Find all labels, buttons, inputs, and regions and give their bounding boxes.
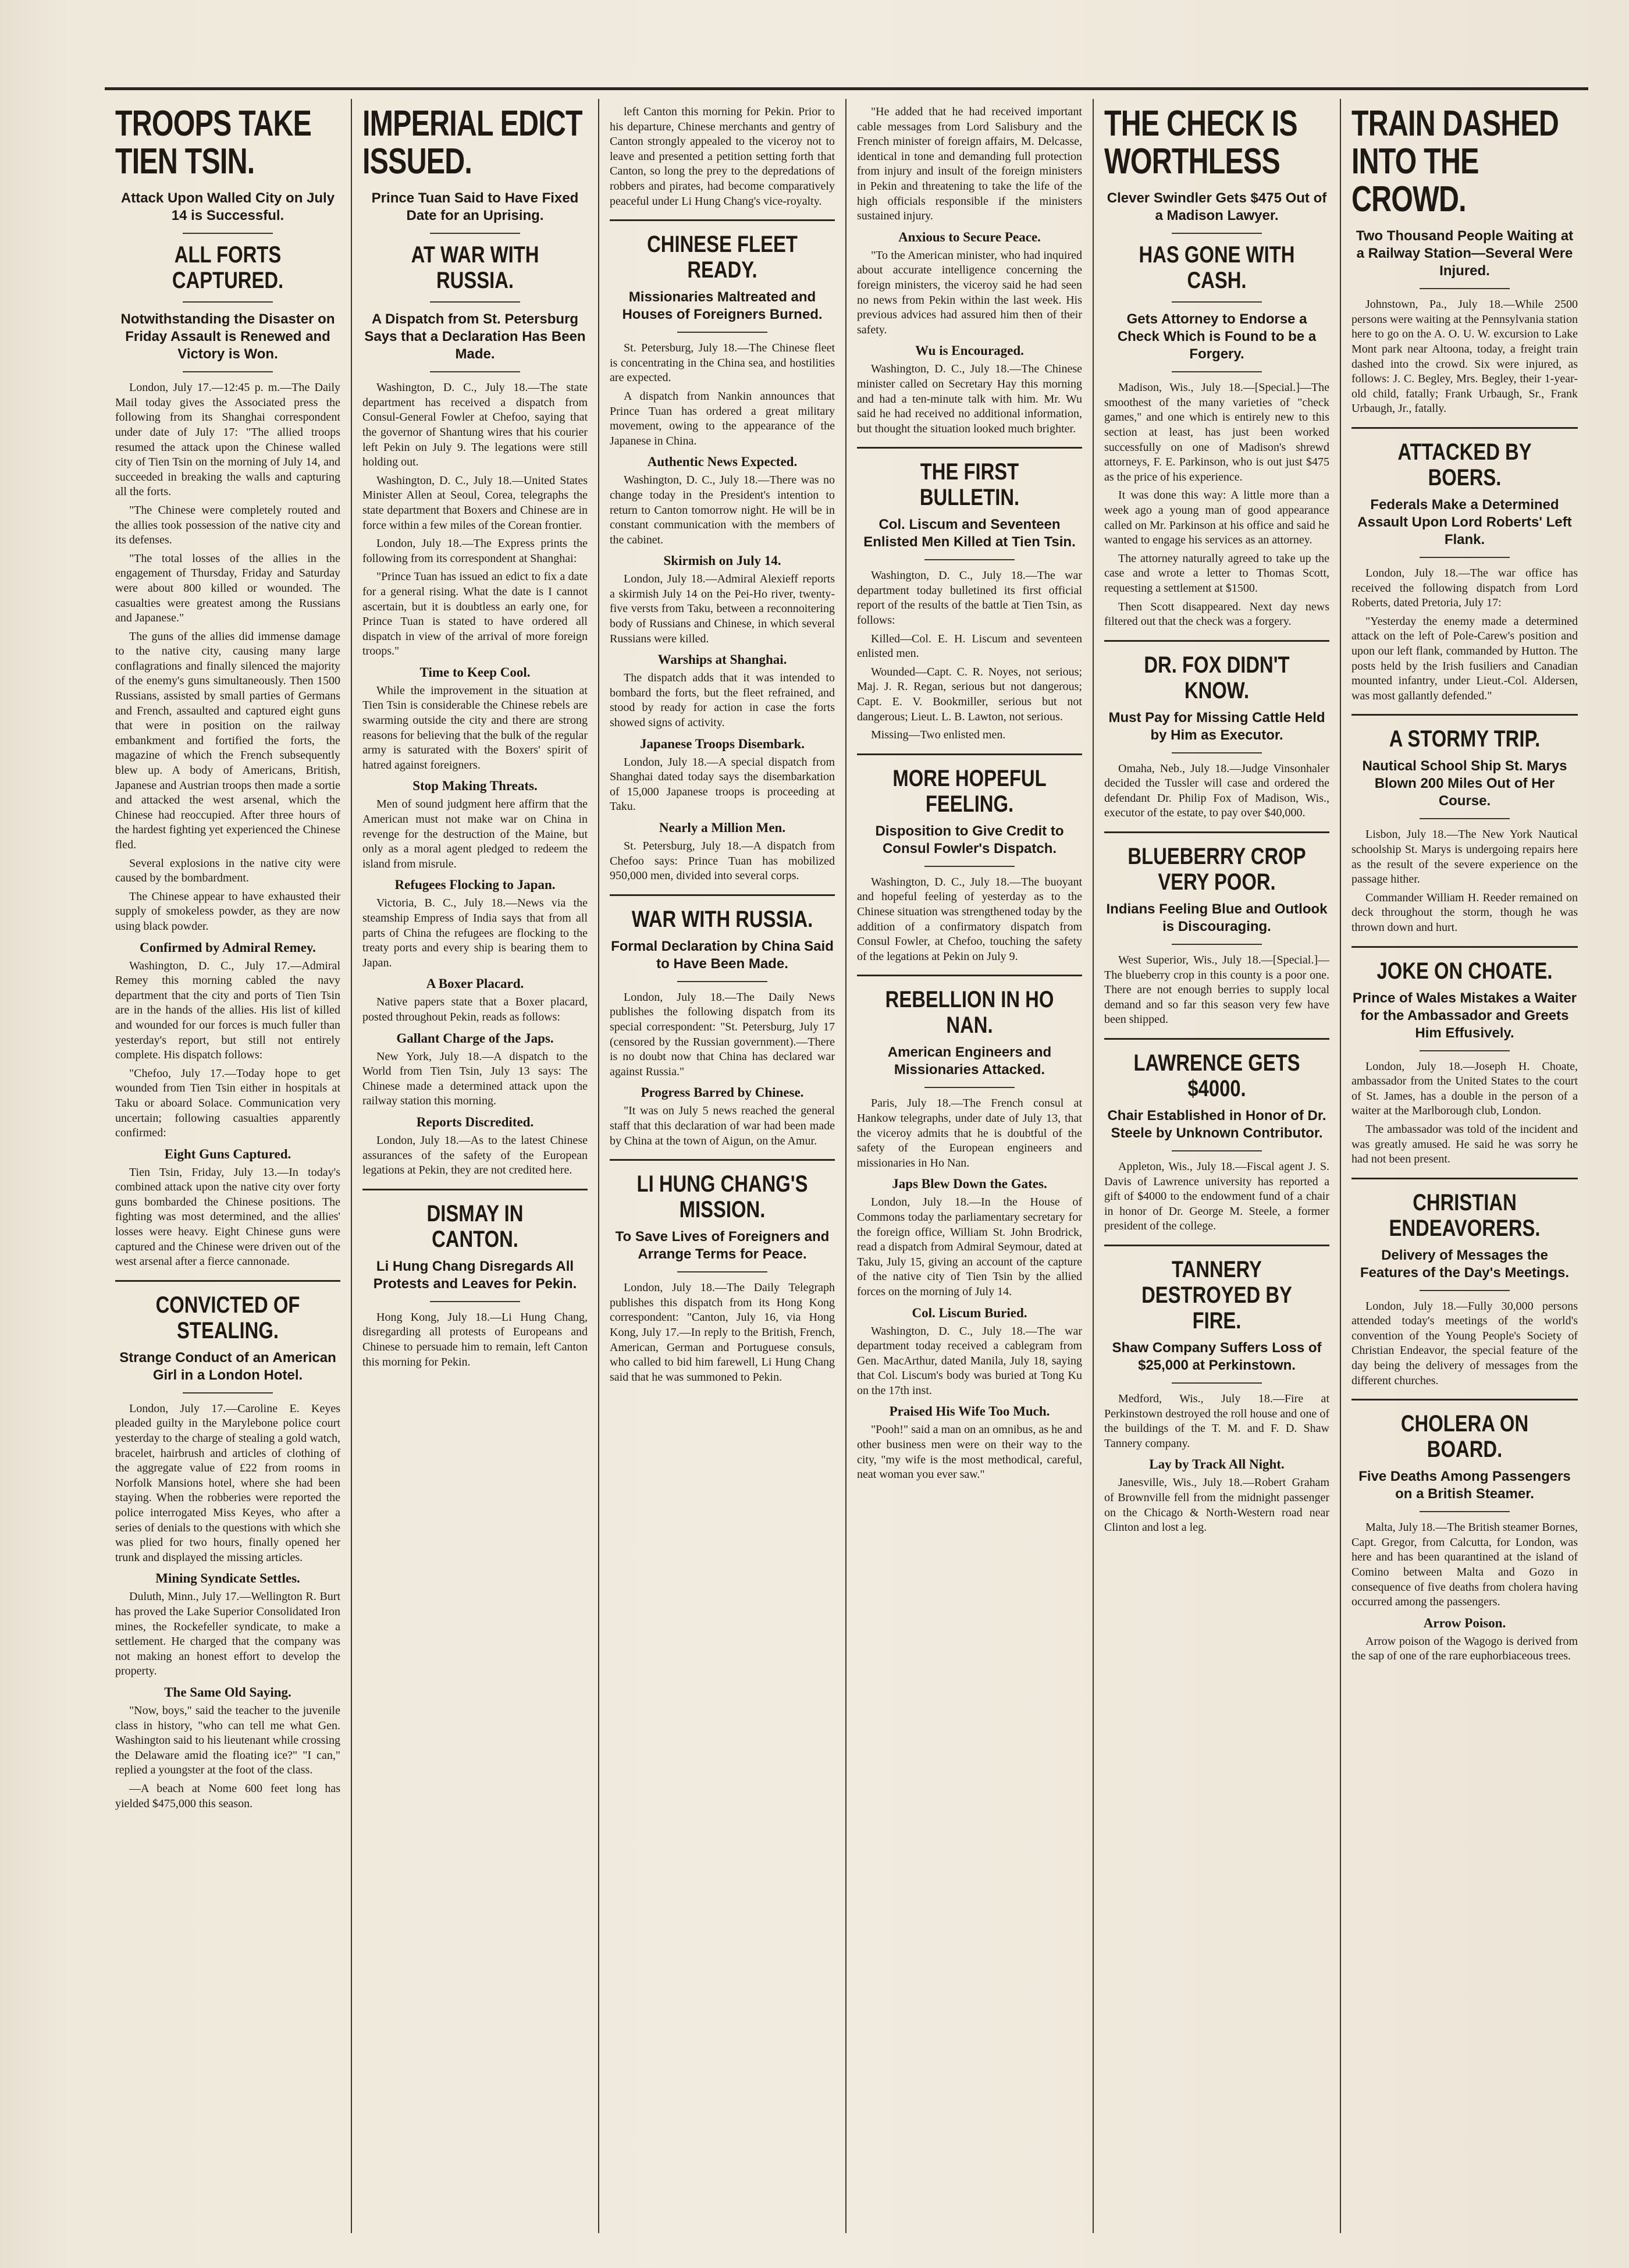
deck-separator [677,332,767,333]
article-deck: Delivery of Messages the Features of the Day's Meetings. [1360,1247,1570,1281]
article-deck: Federals Make a Determined Assault Upon Lord Roberts' Left Flank. [1357,497,1572,548]
article-paragraph: "Yesterday the enemy made a determined attack on the left of Pole-Carew's position and upon our left flank, commanded by Hutton. The posts held by the Irish fusiliers and Canadian mounted infantry, under Lieut.-Col. Aldersen, was most gallantly defended." [1351,614,1578,702]
section-subhead: A Boxer Placard. [426,976,524,991]
article-separator [1351,714,1578,716]
article-headline: TANNERY DESTROYED BY FIRE. [1141,1257,1292,1334]
article-headline: BLUEBERRY CROP VERY POOR. [1128,844,1306,895]
article-deck: Gets Attorney to Endorse a Check Which is Found to be a Forgery. [1117,311,1317,362]
article-paragraph: West Superior, Wis., July 18.—[Special.]—The blueberry crop in this county is a poor one. There are not enough berries to supply local demand and so far this season very few have been shipped. [1104,954,1329,1026]
article-paragraph: Malta, July 18.—The British steamer Bornes, Capt. Gregor, from Calcutta, for London, was here and has been quarantined at the island of Comino between Malta and Gozo in consequence of five deaths from cholera having occurred among the passengers. [1351,1521,1578,1609]
article-headline: MORE HOPEFUL FEELING. [892,765,1047,817]
article-subheadline: ALL FORTS CAPTURED. [172,242,284,294]
article-paragraph: "To the American minister, who had inquired about accurate intelligence concerning the foreign ministers, the viceroy said he had seen no news from Pekin within the last week. His previous advices had assured him then of their safety. [857,248,1082,336]
section-subhead: Japs Blew Down the Gates. [892,1176,1047,1192]
deck-separator [1172,371,1262,372]
article-headline: A STORMY TRIP. [1389,726,1541,752]
deck-separator [924,866,1015,867]
article-deck: Clever Swindler Gets $475 Out of a Madison Lawyer. [1107,190,1327,224]
article-headline: CHRISTIAN ENDEAVORERS. [1389,1189,1541,1241]
article-paragraph: Washington, D. C., July 17.—Admiral Remey this morning cabled the navy department that the city and ports of Tien Tsin are in the hands of the allies. His list of killed and wounded for our forces is much fuller than yesterday's report, but still not entirely complete. His dispatch follows: [115,959,340,1062]
article-deck: Two Thousand People Waiting at a Railway Station—Several Were Injured. [1356,228,1574,279]
deck-separator [183,1392,273,1393]
deck-separator [924,1087,1015,1088]
article-paragraph: The attorney naturally agreed to take up the case and wrote a letter to Thomas Scott, requesting a settlement at $1500. [1104,552,1329,595]
article-deck: Prince of Wales Mistakes a Waiter for the Ambassador and Greets Him Effusively. [1352,990,1577,1041]
deck-separator [1420,1290,1510,1291]
article-headline: IMPERIAL EDICT ISSUED. [362,104,582,182]
article-separator [610,219,835,221]
article-paragraph: London, July 18.—The Express prints the following from its correspondent at Shanghai: [362,537,588,565]
article-paragraph: "He added that he had received important cable messages from Lord Salisbury and the French minister of foreign affairs, M. Delcasse, identical in tone and demanding full protection from injury and insult of the foreign ministers in Pekin and threatening to take the life of the high officials responsible if the ministers sustained injury. [857,105,1082,223]
deck-separator [1172,1382,1262,1384]
section-subhead: Mining Syndicate Settles. [155,1571,300,1586]
article-separator [115,1280,340,1282]
article-deck: Attack Upon Walled City on July 14 is Successful. [120,190,335,224]
deck-separator [1420,288,1510,289]
deck-separator [1420,557,1510,558]
article-paragraph: London, July 18.—In the House of Commons today the parliamentary secretary for the foreign office, William St. John Brodrick, read a dispatch from Admiral Seymour, dated at Taku, July 15, giving an account of the capture of the native city of Tien Tsin by the allied forces on the morning of July 14. [857,1196,1082,1298]
article-paragraph: The dispatch adds that it was intended to bombard the forts, but the fleet refrained, and stood by ready for action in case the forts showed signs of activity. [610,671,835,730]
article-paragraph: Tien Tsin, Friday, July 13.—In today's combined attack upon the native city over forty guns bombarded the Chinese positions. The fighting was most determined, and the allies' losses were heavy. Eight Chinese guns were captured and the Chinese were driven out of the west arsenal after a fierce cannonade. [115,1165,340,1268]
article-paragraph: Victoria, B. C., July 18.—News via the steamship Empress of India says that from all parts of China the refugees are flocking to the treaty ports and every ship is bearing them to Japan. [362,897,588,969]
article-headline: REBELLION IN HO NAN. [885,987,1054,1039]
article-headline: DISMAY IN CANTON. [426,1200,524,1252]
deck-separator [677,1271,767,1272]
article-paragraph: "Prince Tuan has issued an edict to fix a date for a general rising. What the date is I cannot ascertain, but it is doubtless an early one, for Prince Tuan is stated to have ordered all dispatch in view of the arrival of more foreign troops." [362,570,588,658]
section-subhead: Time to Keep Cool. [419,664,531,680]
article-headline: ATTACKED BY BOERS. [1397,439,1532,491]
article-subheadline: AT WAR WITH RUSSIA. [411,242,539,294]
top-rule [105,87,1588,90]
article-separator [362,1189,588,1190]
column-6 [1341,99,1588,2233]
column-3 [599,99,846,2233]
section-subhead: Nearly a Million Men. [659,820,786,835]
article-paragraph: The guns of the allies did immense damage to the native city, causing many large conflagrations and finally silenced the majority of the enemy's guns simultaneously. Then 1500 Russians, assisted by small parties of Germans and French, assaulted and captured eight guns that were in position on the railway embankment and fortified the forts, the magazine of which the French subsequently blew up. A body of Americans, British, Japanese and Austrian troops then made a sortie and attacked the west arsenal, which the Chinese had reoccupied. After three hours of the hardest fighting yet experienced the Chinese fled. [115,630,340,851]
article-paragraph: London, July 18.—The war office has received the following dispatch from Lord Roberts, dated Pretoria, July 17: [1351,567,1578,610]
deck-separator [1172,752,1262,753]
article-paragraph: St. Petersburg, July 18.—A dispatch from Chefoo says: Prince Tuan has mobilized 950,000 men, divided into several corps. [610,840,835,883]
article-deck: Must Pay for Missing Cattle Held by Him as Executor. [1108,709,1325,743]
article-paragraph: Washington, D. C., July 18.—There was no change today in the President's intention to return to Canton tomorrow night. He will be in constant communication with the members of the cabinet. [610,474,835,546]
article-paragraph: Appleton, Wis., July 18.—Fiscal agent J. S. Davis of Lawrence university has reported a gift of $4000 to the endowment fund of a chair in honor of Dr. George M. Steele, a former president of the college. [1104,1160,1329,1233]
article-headline: CONVICTED OF STEALING. [155,1292,300,1343]
article-paragraph: Washington, D. C., July 18.—United States Minister Allen at Seoul, Corea, telegraphs the state department that Boxers and Chinese are in force within a few miles of the Corean frontier. [362,474,588,532]
column-1 [105,99,352,2233]
article-headline: JOKE ON CHOATE. [1377,958,1553,984]
article-headline: TROOPS TAKE TIEN TSIN. [115,104,312,182]
section-subhead: Anxious to Secure Peace. [898,229,1041,244]
article-deck: Li Hung Chang Disregards All Protests and Leaves for Pekin. [373,1258,577,1292]
article-deck: Strange Conduct of an American Girl in a London Hotel. [119,1349,336,1383]
column-5 [1094,99,1341,2233]
section-subhead: Japanese Troops Disembark. [639,736,805,751]
article-paragraph: Lisbon, July 18.—The New York Nautical schoolship St. Marys is undergoing repairs here as the result of the severe experience on the passage hither. [1351,828,1578,886]
article-headline: LAWRENCE GETS $4000. [1133,1050,1300,1102]
section-subhead: Authentic News Expected. [647,454,798,470]
article-paragraph: Wounded—Capt. C. R. Noyes, not serious; Maj. J. R. Regan, serious but not dangerous; Capt. E. V. Bookmiller, serious but not dangerous; Lieut. L. B. Lawton, not serious. [857,665,1082,723]
article-paragraph: "Pooh!" said a man on an omnibus, as he and other business men were on their way to the city, "my wife is the most methodical, careful, neat woman you ever saw." [857,1423,1082,1481]
deck-separator [1420,1511,1510,1512]
deck-separator [430,371,520,372]
article-separator [1351,1399,1578,1400]
article-paragraph: New York, July 18.—A dispatch to the World from Tien Tsin, July 13 says: The Chinese made a determined attack upon the railway station this morning. [362,1050,588,1108]
article-paragraph: The Chinese appear to have exhausted their supply of smokeless powder, as they are now using black powder. [115,890,340,933]
article-paragraph: "Now, boys," said the teacher to the juvenile class in history, "who can tell me what Gen. Washington said to his lieutenant while crossing the Delaware amid the floating ice?" "I can," replied a youngster at the foot of the class. [115,1704,340,1777]
deck-separator [677,981,767,982]
article-separator [1351,1178,1578,1179]
article-paragraph: Native papers state that a Boxer placard, posted throughout Pekin, reads as follows: [362,996,588,1023]
article-paragraph: London, July 17.—12:45 p. m.—The Daily Mail today gives the Associated press the following from its Shanghai correspondent under date of July 17: "The allied troops resumed the attack upon the Chinese walled city of Tien Tsin on the morning of July 14, and succeeded in breaking the walls and capturing all the forts. [115,381,340,499]
article-deck: Indians Feeling Blue and Outlook is Discouraging. [1106,901,1328,935]
deck-separator [1172,301,1262,303]
article-paragraph: "The Chinese were completely routed and the allies took possession of the native city and its defenses. [115,503,340,547]
section-subhead: Confirmed by Admiral Remey. [140,940,316,955]
article-headline: THE CHECK IS WORTHLESS [1104,104,1297,182]
article-separator [610,1159,835,1161]
article-deck: Prince Tuan Said to Have Fixed Date for an Uprising. [371,190,579,224]
article-paragraph: Arrow poison of the Wagogo is derived from the sap of one of the rare euphorbiaceous trees. [1351,1634,1578,1663]
article-deck: Disposition to Give Credit to Consul Fowler's Dispatch. [875,823,1064,856]
section-subhead: Skirmish on July 14. [663,553,781,568]
section-subhead: Refugees Flocking to Japan. [394,877,556,893]
section-subhead: Warships at Shanghai. [657,652,787,667]
article-paragraph: "It was on July 5 news reached the general staff that this declaration of war had been made by China at the town of Aigun, on the Amur. [610,1104,835,1147]
article-paragraph: Omaha, Neb., July 18.—Judge Vinsonhaler decided the Tussler will case and ordered the defendant Dr. Philip Fox of Madison, Wis., executor of the estate, to pay over $40,000. [1104,762,1329,820]
article-deck: A Dispatch from St. Petersburg Says that a Declaration Has Been Made. [364,311,586,362]
section-subhead: The Same Old Saying. [164,1684,291,1700]
deck-separator [183,371,273,372]
article-paragraph: London, July 18.—Admiral Alexieff reports a skirmish July 14 on the Pei-Ho river, twenty-five versts from Taku, between a reconnoitering body of Russians and Chinese, in which several Russians were killed. [610,573,835,645]
article-separator [1351,946,1578,948]
article-paragraph: London, July 18.—As to the latest Chinese assurances of the safety of the European legations at Pekin, they are not credited here. [362,1133,588,1177]
deck-separator [1172,1150,1262,1151]
article-paragraph: Commander William H. Reeder remained on deck throughout the storm, though he was thrown down and hurt. [1351,891,1578,934]
article-deck: Col. Liscum and Seventeen Enlisted Men Killed at Tien Tsin. [863,517,1076,550]
section-subhead: Eight Guns Captured. [164,1146,291,1161]
article-paragraph: St. Petersburg, July 18.—The Chinese fleet is concentrating in the China sea, and hostilities are expected. [610,342,835,385]
deck-separator [1172,944,1262,945]
column-2 [352,99,599,2233]
article-headline: THE FIRST BULLETIN. [919,459,1020,511]
section-subhead: Gallant Charge of the Japs. [396,1030,554,1046]
article-paragraph: London, July 18.—A special dispatch from Shanghai dated today says the disembarkation of 15,000 Japanese troops is proceeding at Taku. [610,755,835,813]
article-separator [1104,831,1329,833]
section-subhead: Reports Discredited. [416,1114,534,1129]
article-deck: Missionaries Maltreated and Houses of Foreigners Burned. [622,289,823,323]
section-subhead: Lay by Track All Night. [1149,1457,1285,1472]
article-deck: American Engineers and Missionaries Attacked. [887,1044,1052,1078]
section-subhead: Wu is Encouraged. [915,343,1024,358]
article-paragraph: Washington, D. C., July 18.—The Chinese minister called on Secretary Hay this morning and had a ten-minute talk with him. Mr. Wu said he had received no additional information, but thought the situation looked much brighter. [857,362,1082,435]
article-paragraph: Hong Kong, July 18.—Li Hung Chang, disregarding all protests of Europeans and Chinese to persuade him to remain, left Canton this morning for Pekin. [362,1310,588,1368]
article-paragraph: Killed—Col. E. H. Liscum and seventeen enlisted men. [857,632,1082,660]
article-paragraph: Janesville, Wis., July 18.—Robert Graham of Brownville fell from the midnight passenger on the Chicago & North-Western road near Clinton and lost a leg. [1104,1476,1329,1534]
section-subhead: Progress Barred by Chinese. [641,1085,804,1100]
article-separator [610,894,835,896]
article-paragraph: Washington, D. C., July 18.—The war department today bulletined its first official report of the results of the battle at Tien Tsin, as follows: [857,569,1082,627]
article-paragraph: "The total losses of the allies in the engagement of Thursday, Friday and Saturday were about 800 killed or wounded. The casualties were greatest among the Russians and Japanese." [115,552,340,625]
article-paragraph: Then Scott disappeared. Next day news filtered out that the check was a forgery. [1104,600,1329,628]
deck-separator [1420,818,1510,819]
article-paragraph: It was done this way: A little more than a week ago a young man of good appearance called on Mr. Parkinson at his office and said he wanted to engage his services as an attorney. [1104,489,1329,547]
article-separator [1104,1038,1329,1040]
article-paragraph: "Chefoo, July 17.—Today hope to get wounded from Tien Tsin either in hospitals at Taku or aboard Solace. Communication very uncertain; following casualties apparently confirmed: [115,1067,340,1140]
article-headline: CHINESE FLEET READY. [647,232,798,283]
article-paragraph: Washington, D. C., July 18.—The buoyant and hopeful feeling of yesterday as to the Chinese situation was strengthened today by the addition of a confirmatory dispatch from Consul Fowler, at Chefoo, touching the safety of the legations at Pekin on July 9. [857,875,1082,963]
article-paragraph: London, July 18.—The Daily News publishes the following dispatch from its special correspondent: "St. Petersburg, July 17 (censored by the Russian government).—There is no doubt now that China has declared war against Russia." [610,990,835,1078]
article-headline: TRAIN DASHED INTO THE CROWD. [1351,104,1559,220]
column-grid [105,99,1588,2233]
deck-separator [1420,1050,1510,1051]
column-4 [846,99,1094,2233]
article-paragraph: Washington, D. C., July 18.—The state department has received a dispatch from Consul-General Fowler at Chefoo, saying that the governor of Shantung wires that his courier left Pekin on July 9. The legations were still holding out. [362,381,588,469]
section-subhead: Arrow Poison. [1423,1615,1506,1630]
article-paragraph: London, July 18.—The Daily Telegraph publishes this dispatch from its Hong Kong correspondent: "Canton, July 16, via Hong Kong, July 17.—In reply to the British, French, American, German and Portuguese consuls, who called to bid him farewell, Li Hung Chang said that he was summoned to Pekin. [610,1281,835,1384]
section-subhead: Praised His Wife Too Much. [889,1404,1050,1419]
deck-separator [430,233,520,234]
article-separator [857,975,1082,976]
article-deck: Notwithstanding the Disaster on Friday Assault is Renewed and Victory is Won. [120,311,335,362]
article-separator [1351,427,1578,429]
article-separator [857,753,1082,755]
deck-separator [183,233,273,234]
deck-separator [183,301,273,303]
article-deck: To Save Lives of Foreigners and Arrange Terms for Peace. [615,1229,830,1263]
article-paragraph: Missing—Two enlisted men. [871,728,1006,742]
article-paragraph: London, July 18.—Fully 30,000 persons attended today's meetings of the world's convention of the Young People's Society of Christian Endeavor, the special feature of the day being the delivery of messages from the different churches. [1351,1299,1578,1387]
deck-separator [430,301,520,303]
deck-separator [430,1301,520,1302]
article-separator [1104,640,1329,642]
article-paragraph: London, July 18.—Joseph H. Choate, ambassador from the United States to the court of St. James, has a double in the person of a waiter at the Marlborough club, London. [1351,1060,1578,1118]
deck-separator [1172,233,1262,234]
article-separator [857,447,1082,449]
article-paragraph: Paris, July 18.—The French consul at Hankow telegraphs, under date of July 13, that the viceroy admits that he is doubtful of the safety of the European engineers and missionaries in Ho Nan. [857,1097,1082,1169]
article-subheadline: HAS GONE WITH CASH. [1139,242,1295,294]
section-subhead: Col. Liscum Buried. [912,1305,1027,1320]
article-paragraph: Johnstown, Pa., July 18.—While 2500 persons were waiting at the Pennsylvania station here to go on the A. O. U. W. excursion to Lake Mont park near Altoona, today, a freight train dashed into the crowd. Six were injured, as follows: J. C. Begley, Mrs. Begley, their 1-year-old child, fatally; Frank Urbaugh, Sr., Frank Urbaugh, Jr., fatally. [1351,298,1578,415]
article-paragraph: While the improvement in the situation at Tien Tsin is considerable the Chinese rebels are swarming outside the city and there are strong reasons for believing that the bulk of the regular army is saturated with the Boxers' spirit of hatred against foreigners. [362,684,588,772]
article-paragraph: Men of sound judgment here affirm that the American must not make war on China in revenge for the destruction of the Maine, but only as a moral agent pledged to redeem the island from misrule. [362,798,588,870]
article-paragraph: The ambassador was told of the incident and was greatly amused. He said he was sorry he had not been present. [1351,1122,1578,1166]
article-paragraph: left Canton this morning for Pekin. Prior to his departure, Chinese merchants and gentry of Canton strongly appealed to the viceroy not to leave and presented a petition setting forth that Canton, so long the prey to the depredations of robbers and pirates, had become comparatively peaceful under Li Hung Chang's vice-royalty. [610,105,835,208]
deck-separator [924,559,1015,560]
article-deck: Shaw Company Suffers Loss of $25,000 at Perkinstown. [1112,1340,1322,1373]
article-paragraph: Madison, Wis., July 18.—[Special.]—The smoothest of the many varieties of "check games," and one which is entirely new to this section at least, has just been worked successfully on one of Madison's shrewd attorneys, F. E. Parkinson, who is out just $475 as the price of his experience. [1104,381,1329,484]
article-deck: Formal Declaration by China Said to Have Been Made. [611,938,834,972]
article-paragraph: Several explosions in the native city were caused by the bombardment. [115,856,340,885]
article-headline: DR. FOX DIDN'T KNOW. [1144,652,1290,703]
article-paragraph: —A beach at Nome 600 feet long has yielded $475,000 this season. [115,1782,340,1810]
section-subhead: Stop Making Threats. [412,778,538,794]
article-separator [1104,1245,1329,1246]
article-headline: CHOLERA ON BOARD. [1400,1411,1529,1463]
article-paragraph: Washington, D. C., July 18.—The war department today received a cablegram from Gen. MacArthur, dated Manila, July 18, saying that Col. Liscum's body was buried at Tong Ku on the 17th inst. [857,1324,1082,1397]
article-paragraph: Duluth, Minn., July 17.—Wellington R. Burt has proved the Lake Superior Consolidated Iron mines, the Rockefeller syndicate, to make a settlement. He charged that the company was not making an honest effort to develop the property. [115,1590,340,1678]
article-deck: Chair Established in Honor of Dr. Steele by Unknown Contributor. [1107,1108,1326,1142]
article-headline: WAR WITH RUSSIA. [631,906,813,932]
article-paragraph: London, July 17.—Caroline E. Keyes pleaded guilty in the Marylebone police court yesterday to the charge of stealing a gold watch, bracelet, hairbrush and articles of clothing of the aggregate value of £22 from rooms in Norfolk Mansions hotel, where she had been staying. When the robberies were reported the police interrogated Miss Keyes, who after a series of denials to the questions with which she was plied for two hours, finally opened her trunk and displayed the missing articles. [115,1402,340,1564]
article-paragraph: A dispatch from Nankin announces that Prince Tuan has ordered a great military movement, owing to the appearance of the Japanese in China. [610,389,835,447]
article-paragraph: Medford, Wis., July 18.—Fire at Perkinstown destroyed the roll house and one of the buildings of the T. M. and F. D. Shaw Tannery company. [1104,1392,1329,1450]
article-deck: Five Deaths Among Passengers on a British Steamer. [1358,1469,1571,1502]
article-deck: Nautical School Ship St. Marys Blown 200 Miles Out of Her Course. [1362,758,1567,809]
article-headline: LI HUNG CHANG'S MISSION. [636,1171,808,1223]
